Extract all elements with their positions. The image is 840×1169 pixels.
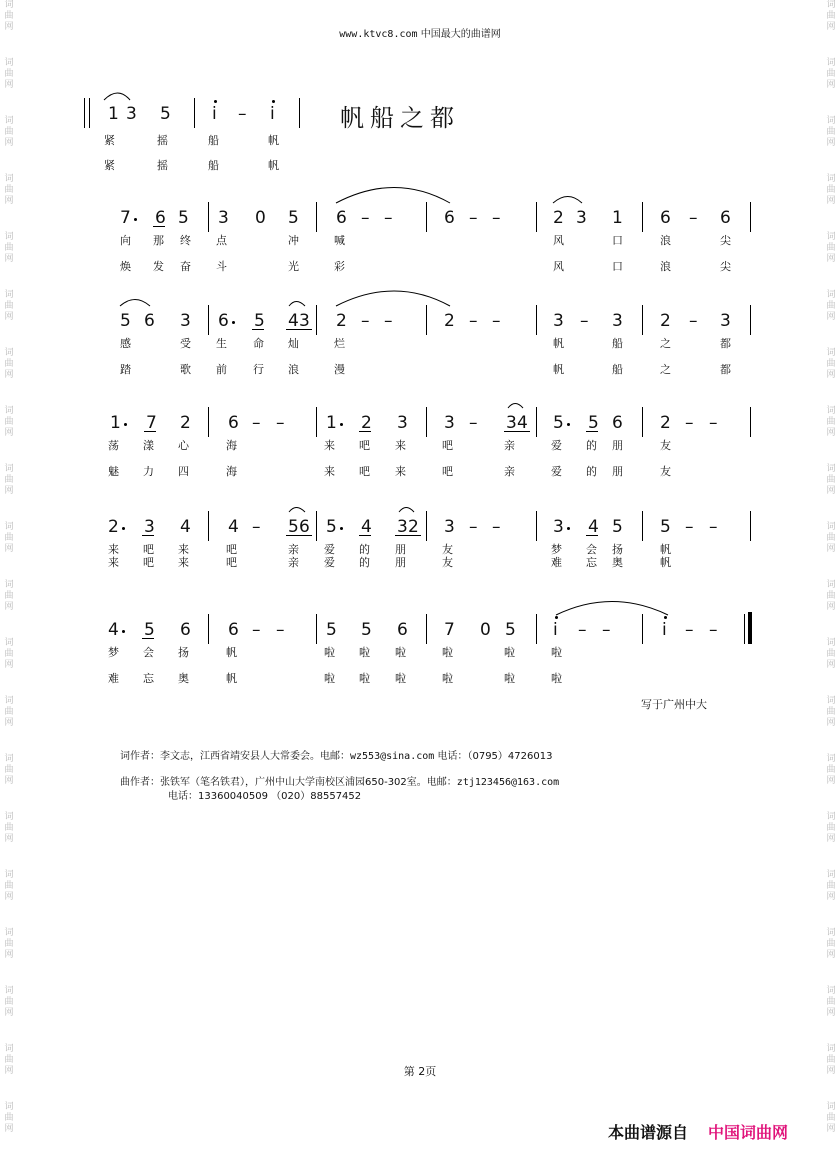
- lyric: 命: [253, 337, 264, 350]
- note: 7: [146, 413, 157, 433]
- note: 3: [299, 311, 310, 331]
- note: 3: [397, 517, 408, 537]
- watermark-text: 词曲网: [826, 986, 836, 1018]
- note: –: [469, 517, 478, 537]
- note: 6: [444, 208, 455, 228]
- note: 3: [180, 311, 191, 331]
- lyric: 朋: [395, 543, 406, 556]
- note: 6: [218, 311, 229, 331]
- lyricist-email: wz553@sina.com: [350, 751, 435, 762]
- slur: [553, 197, 582, 204]
- watermark-text: 词曲网: [826, 232, 836, 264]
- note: –: [252, 620, 261, 640]
- note: 5: [160, 104, 171, 124]
- lyric: 奋: [180, 260, 191, 273]
- note: 3: [444, 413, 455, 433]
- note: –: [578, 620, 587, 640]
- source-label: 本曲谱源自: [608, 1123, 689, 1142]
- lyric: 受: [180, 337, 191, 350]
- lyric: 帆: [660, 543, 671, 556]
- lyric: 友: [660, 439, 671, 452]
- lyric: 来: [178, 543, 189, 556]
- lyric: 啦: [395, 646, 406, 659]
- watermark-text: 词曲网: [4, 812, 14, 844]
- note: –: [689, 311, 698, 331]
- lyric: 啦: [504, 672, 515, 685]
- watermark-text: 词曲网: [4, 1102, 14, 1134]
- lyric: 尖: [720, 260, 731, 273]
- lyric: 烂: [334, 337, 345, 350]
- watermark-text: 词曲网: [4, 754, 14, 786]
- watermark-text: 词曲网: [826, 522, 836, 554]
- lyric: 会: [586, 543, 597, 556]
- note: 4: [108, 620, 119, 640]
- note: i: [212, 104, 217, 124]
- watermark-text: 词曲网: [826, 464, 836, 496]
- note: 5: [120, 311, 131, 331]
- lyric: 船: [208, 159, 219, 172]
- note: 2: [336, 311, 347, 331]
- note: 6: [228, 620, 239, 640]
- watermark-text: 词曲网: [826, 58, 836, 90]
- note: 5: [326, 620, 337, 640]
- note: 5: [660, 517, 671, 537]
- lyric: 焕: [120, 260, 131, 273]
- lyric: 帆: [226, 672, 237, 685]
- lyric: 口: [612, 260, 623, 273]
- note: 5: [178, 208, 189, 228]
- note: 5: [588, 413, 599, 433]
- page-number: 第 2页: [403, 1065, 437, 1078]
- note: –: [276, 413, 285, 433]
- lyric: 会: [143, 646, 154, 659]
- watermark-text: 词曲网: [826, 1044, 836, 1076]
- watermark-text: 词曲网: [4, 116, 14, 148]
- note: 3: [444, 517, 455, 537]
- lyric: 心: [178, 439, 189, 452]
- note: 5: [553, 413, 564, 433]
- lyric: 友: [442, 556, 453, 569]
- lyric: 帆: [226, 646, 237, 659]
- watermark-text: 词曲网: [4, 696, 14, 728]
- lyric: 吧: [359, 439, 370, 452]
- slur: [556, 602, 668, 616]
- note: –: [384, 311, 393, 331]
- watermark-text: 词曲网: [826, 812, 836, 844]
- note: 6: [720, 208, 731, 228]
- watermark-text: 词曲网: [826, 406, 836, 438]
- lyric: 啦: [551, 646, 562, 659]
- lyric: 荡: [108, 439, 119, 452]
- note: –: [492, 311, 501, 331]
- lyric: 帆: [553, 337, 564, 350]
- lyricist-credit: [120, 747, 552, 762]
- source-brand-link[interactable]: 中国词曲网: [708, 1123, 789, 1142]
- lyric: 难: [551, 556, 562, 569]
- lyric: 吧: [143, 556, 154, 569]
- note: 4: [517, 413, 528, 433]
- note: 5: [288, 208, 299, 228]
- lyric: 来: [324, 465, 335, 478]
- lyric: 梦: [551, 543, 562, 556]
- lyric: 亲: [288, 543, 299, 556]
- lyric: 啦: [504, 646, 515, 659]
- lyric: 忘: [586, 556, 597, 569]
- note: 3: [144, 517, 155, 537]
- lyric: 吧: [359, 465, 370, 478]
- composer-credit: [120, 773, 559, 788]
- watermark-text: 词曲网: [4, 58, 14, 90]
- note: 4: [180, 517, 191, 537]
- note: 5: [144, 620, 155, 640]
- lyric: 歌: [180, 363, 191, 376]
- watermark-text: 词曲网: [826, 348, 836, 380]
- watermark-text: 词曲网: [826, 928, 836, 960]
- composer-email: ztj123456@163.com: [456, 777, 560, 788]
- lyric: 来: [324, 439, 335, 452]
- note: 6: [144, 311, 155, 331]
- slur: [399, 508, 414, 513]
- watermark-text: 词曲网: [4, 580, 14, 612]
- lyric: 踏: [120, 363, 131, 376]
- watermark-text: 词曲网: [4, 1044, 14, 1076]
- lyric: 扬: [612, 543, 623, 556]
- lyric: 亲: [504, 439, 515, 452]
- lyric: 尖: [720, 234, 731, 247]
- lyric: 帆: [268, 134, 279, 147]
- song-title: 帆船之都: [340, 104, 460, 132]
- note: 5: [326, 517, 337, 537]
- note: 3: [397, 413, 408, 433]
- lyric: 船: [208, 134, 219, 147]
- watermark-text: 词曲网: [4, 986, 14, 1018]
- note: –: [492, 208, 501, 228]
- note: i: [662, 620, 667, 640]
- lyric: 朋: [612, 439, 623, 452]
- watermark-text: 词曲网: [4, 464, 14, 496]
- note: 7: [120, 208, 131, 228]
- lyric: 梦: [108, 646, 119, 659]
- lyric: 爱: [551, 465, 562, 478]
- lyric: 难: [108, 672, 119, 685]
- lyric: 浪: [288, 363, 299, 376]
- note: 7: [444, 620, 455, 640]
- note: –: [469, 311, 478, 331]
- note: –: [361, 208, 370, 228]
- note: –: [709, 620, 718, 640]
- note: 6: [228, 413, 239, 433]
- lyric: 之: [660, 337, 671, 350]
- lyric: 紧: [104, 159, 115, 172]
- lyric: 发: [153, 260, 164, 273]
- note: 5: [612, 517, 623, 537]
- lyric: 亲: [288, 556, 299, 569]
- watermark-text: 词曲网: [4, 0, 14, 32]
- note: –: [685, 517, 694, 537]
- watermark-text: 词曲网: [4, 290, 14, 322]
- note: i: [553, 620, 558, 640]
- lyric: 吧: [226, 556, 237, 569]
- lyric: 奥: [612, 556, 623, 569]
- note: 4: [288, 311, 299, 331]
- note: 2: [180, 413, 191, 433]
- lyric: 来: [108, 556, 119, 569]
- watermark-text: 词曲网: [826, 116, 836, 148]
- note: 2: [660, 311, 671, 331]
- note: 3: [506, 413, 517, 433]
- lyric: 来: [395, 439, 406, 452]
- lyric: 帆: [660, 556, 671, 569]
- lyric: 冲: [288, 234, 299, 247]
- note: 2: [660, 413, 671, 433]
- lyric: 海: [226, 439, 237, 452]
- note: –: [689, 208, 698, 228]
- lyric: 的: [359, 556, 370, 569]
- lyric: 斗: [216, 260, 227, 273]
- lyric: 海: [226, 465, 237, 478]
- note: 2: [361, 413, 372, 433]
- lyric: 船: [612, 337, 623, 350]
- note: –: [602, 620, 611, 640]
- note: –: [492, 517, 501, 537]
- lyric: 啦: [442, 672, 453, 685]
- note: 2: [108, 517, 119, 537]
- lyric: 向: [120, 234, 131, 247]
- note: 3: [576, 208, 587, 228]
- watermark-text: 词曲网: [4, 232, 14, 264]
- note: –: [384, 208, 393, 228]
- lyric: 啦: [551, 672, 562, 685]
- lyric: 吧: [442, 465, 453, 478]
- lyric: 爱: [324, 543, 335, 556]
- lyric: 啦: [442, 646, 453, 659]
- note: 1: [110, 413, 121, 433]
- lyric: 啦: [359, 646, 370, 659]
- watermark-text: 词曲网: [826, 696, 836, 728]
- lyric: 朋: [612, 465, 623, 478]
- lyric: 前: [216, 363, 227, 376]
- watermark-text: 词曲网: [4, 348, 14, 380]
- site-tagline: 中国最大的曲谱网: [420, 29, 501, 40]
- slur: [289, 508, 305, 513]
- watermark-text: 词曲网: [4, 870, 14, 902]
- watermark-text: 词曲网: [826, 174, 836, 206]
- source-attribution: [608, 1120, 788, 1143]
- lyric: 忘: [143, 672, 154, 685]
- note: 3: [218, 208, 229, 228]
- lyric: 感: [120, 337, 131, 350]
- watermark-text: 词曲网: [4, 174, 14, 206]
- note: 5: [505, 620, 516, 640]
- lyric: 口: [612, 234, 623, 247]
- lyric: 力: [143, 465, 154, 478]
- lyric: 点: [216, 234, 227, 247]
- lyric: 风: [553, 260, 564, 273]
- slur: [120, 300, 150, 307]
- note: 6: [180, 620, 191, 640]
- lyric: 之: [660, 363, 671, 376]
- note: i: [270, 104, 275, 124]
- slur: [289, 302, 305, 307]
- note: –: [252, 413, 261, 433]
- lyric: 终: [180, 234, 191, 247]
- watermark-text: 词曲网: [4, 638, 14, 670]
- lyric: 的: [586, 439, 597, 452]
- note: –: [238, 104, 247, 124]
- watermark-text: 词曲网: [826, 290, 836, 322]
- slur: [336, 188, 450, 204]
- lyric: 摇: [157, 134, 168, 147]
- note: 5: [361, 620, 372, 640]
- lyric: 啦: [359, 672, 370, 685]
- note: 6: [660, 208, 671, 228]
- note: 6: [155, 208, 166, 228]
- lyric: 朋: [395, 556, 406, 569]
- lyric: 爱: [324, 556, 335, 569]
- note: 4: [361, 517, 372, 537]
- slur: [104, 93, 130, 100]
- lyric: 吧: [226, 543, 237, 556]
- note: 5: [288, 517, 299, 537]
- watermark-text: 词曲网: [4, 928, 14, 960]
- composer-phone: 电话：13360040509 （020）88557452: [168, 791, 362, 802]
- lyric: 来: [108, 543, 119, 556]
- watermark-text: 词曲网: [4, 406, 14, 438]
- watermark-text: 词曲网: [826, 1102, 836, 1134]
- lyric: 来: [395, 465, 406, 478]
- note: 3: [612, 311, 623, 331]
- note: 3: [126, 104, 137, 124]
- lyric: 啦: [324, 672, 335, 685]
- lyric: 啦: [395, 672, 406, 685]
- lyric: 喊: [334, 234, 345, 247]
- lyric: 魅: [108, 465, 119, 478]
- lyricist-info: 词作者：李文志，江西省靖安县人大常委会。电邮：: [120, 751, 350, 762]
- lyric: 扬: [178, 646, 189, 659]
- lyric: 光: [288, 260, 299, 273]
- lyric: 漾: [143, 439, 154, 452]
- lyric: 紧: [104, 134, 115, 147]
- lyric: 彩: [334, 260, 345, 273]
- note: 5: [254, 311, 265, 331]
- lyric: 浪: [660, 234, 671, 247]
- note: 3: [553, 311, 564, 331]
- lyric: 帆: [268, 159, 279, 172]
- note: –: [469, 413, 478, 433]
- slur: [336, 291, 450, 306]
- note: –: [709, 413, 718, 433]
- note: –: [580, 311, 589, 331]
- note: 0: [255, 208, 266, 228]
- lyric: 爱: [551, 439, 562, 452]
- note: 0: [480, 620, 491, 640]
- lyric: 友: [442, 543, 453, 556]
- watermark-text: 词曲网: [4, 522, 14, 554]
- note: –: [276, 620, 285, 640]
- lyric: 行: [253, 363, 264, 376]
- note: 6: [336, 208, 347, 228]
- note: 6: [299, 517, 310, 537]
- lyric: 吧: [442, 439, 453, 452]
- lyric: 生: [216, 337, 227, 350]
- lyric: 啦: [324, 646, 335, 659]
- note: 1: [108, 104, 119, 124]
- note: 6: [397, 620, 408, 640]
- note: 4: [228, 517, 239, 537]
- note: 4: [588, 517, 599, 537]
- lyric: 友: [660, 465, 671, 478]
- lyric: 四: [178, 465, 189, 478]
- lyric: 那: [153, 234, 164, 247]
- note: –: [469, 208, 478, 228]
- note: 1: [326, 413, 337, 433]
- lyricist-phone: 电话：（0795）4726013: [434, 751, 553, 762]
- lyric: 的: [359, 543, 370, 556]
- watermark-text: 词曲网: [826, 0, 836, 32]
- note: –: [361, 311, 370, 331]
- composition-note: 写于广州中大: [641, 698, 707, 711]
- lyric: 亲: [504, 465, 515, 478]
- note: –: [685, 620, 694, 640]
- composer-info: 曲作者：张铁军（笔名铁君），广州中山大学南校区浦园650-302室。电邮：: [120, 777, 457, 788]
- note: 3: [553, 517, 564, 537]
- note: –: [685, 413, 694, 433]
- lyric: 奥: [178, 672, 189, 685]
- note: 1: [612, 208, 623, 228]
- note: –: [252, 517, 261, 537]
- lyric: 漫: [334, 363, 345, 376]
- lyric: 灿: [288, 337, 299, 350]
- lyric: 摇: [157, 159, 168, 172]
- lyric: 来: [178, 556, 189, 569]
- lyric: 吧: [143, 543, 154, 556]
- note: 2: [408, 517, 419, 537]
- slur: [508, 404, 523, 409]
- note: 3: [720, 311, 731, 331]
- lyric: 都: [720, 363, 731, 376]
- watermark-text: 词曲网: [826, 870, 836, 902]
- watermark-text: 词曲网: [826, 754, 836, 786]
- lyric: 船: [612, 363, 623, 376]
- watermark-text: 词曲网: [826, 580, 836, 612]
- lyric: 帆: [553, 363, 564, 376]
- watermark-text: 词曲网: [826, 638, 836, 670]
- note: 2: [444, 311, 455, 331]
- note: 2: [553, 208, 564, 228]
- note: –: [709, 517, 718, 537]
- lyric: 风: [553, 234, 564, 247]
- lyric: 浪: [660, 260, 671, 273]
- lyric: 都: [720, 337, 731, 350]
- note: 6: [612, 413, 623, 433]
- site-url: www.ktvc8.com: [339, 29, 418, 40]
- lyric: 的: [586, 465, 597, 478]
